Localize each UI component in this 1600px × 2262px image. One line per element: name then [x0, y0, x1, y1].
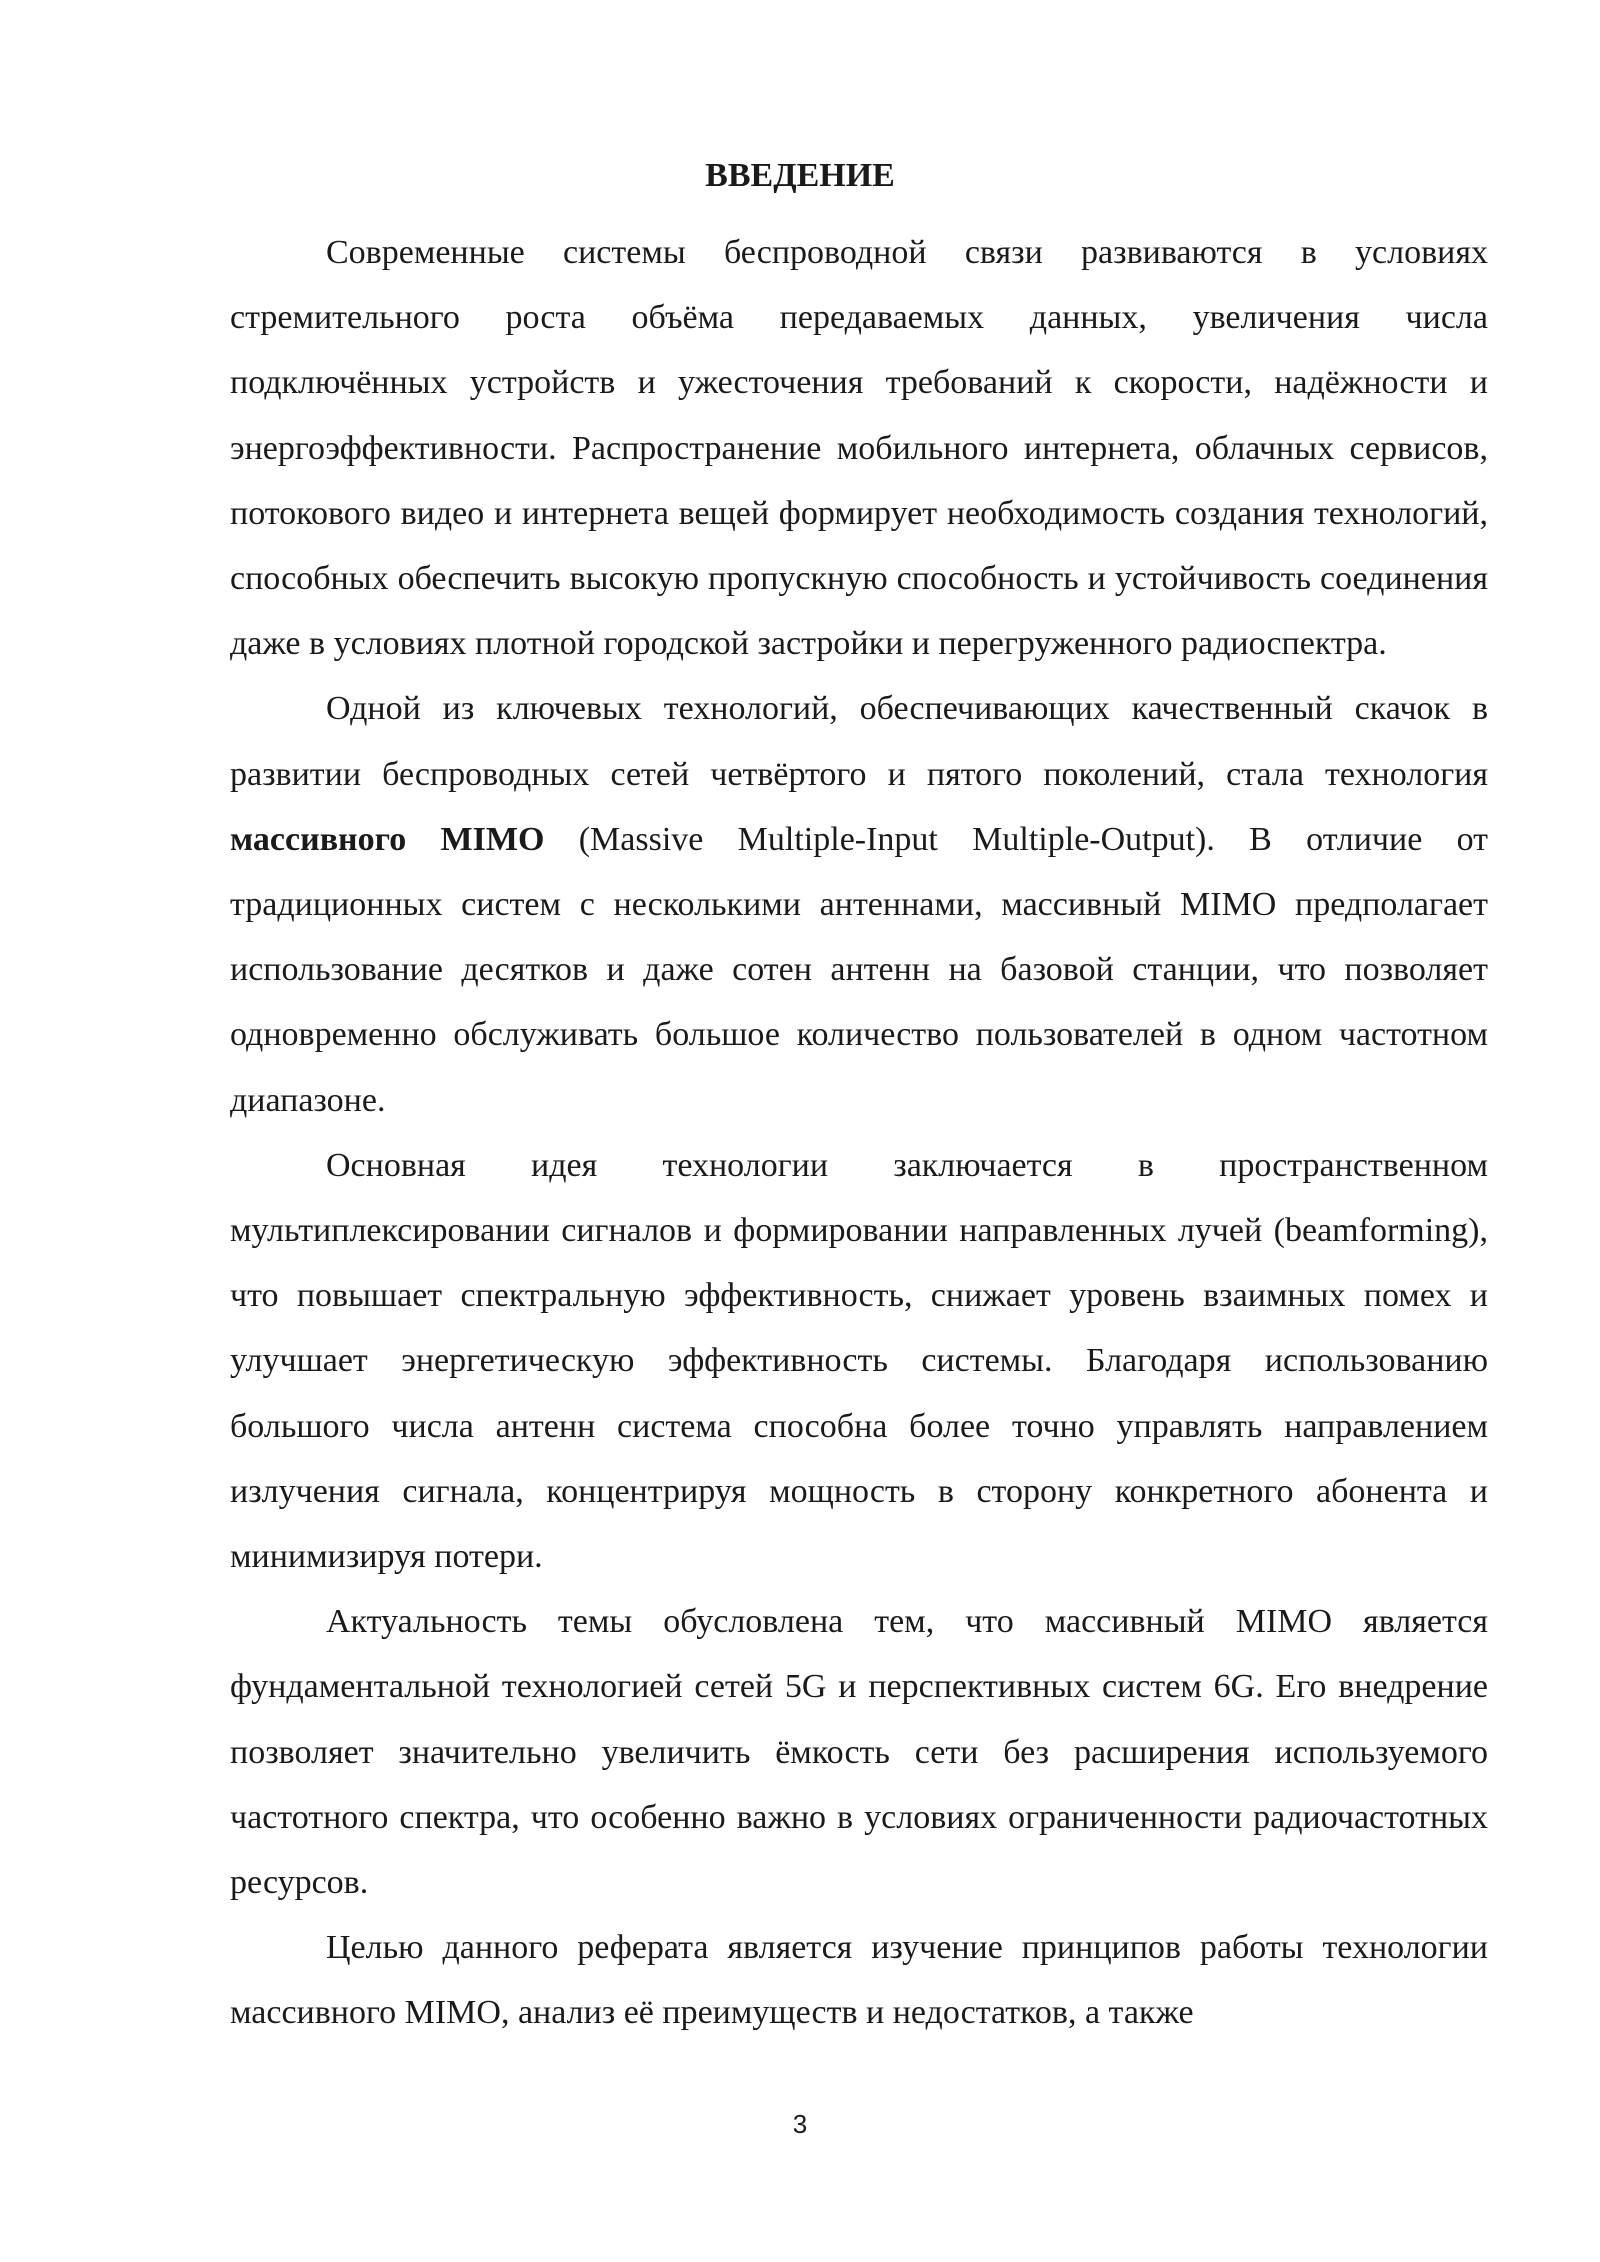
paragraph-2-bold-term: массивного MIMO — [230, 820, 545, 858]
paragraph-4-run-1: Актуальность темы обусловлена тем, что массивный MIMO является фундаментальной технологией сетей 5G и перспективных систем 6G. Его внедрение позволяет значительно увеличить ёмкость сети без расширения используемого частотного спектра, что особенно важно в условиях ограниченности радиочастотных ресурсов. — [230, 1603, 1488, 1902]
paragraph-3 — [230, 1133, 1488, 1589]
paragraph-2 — [230, 676, 1488, 1132]
paragraph-2-run-1: Одной из ключевых технологий, обеспечивающих качественный скачок в развитии беспроводных сетей четвёртого и пятого поколений, стала технология — [230, 690, 1488, 793]
body-text — [230, 220, 1488, 2046]
section-heading: ВВЕДЕНИЕ — [705, 157, 895, 194]
paragraph-1 — [230, 220, 1488, 676]
paragraph-3-run-1: Основная идея технологии заключается в пространственном мультиплексировании сигналов и формировании направленных лучей (beamforming), что повышает спектральную эффективность, снижает уровень взаимных помех и улучшает энергетическую эффективность системы. Благодаря использованию большого числа антенн система способна более точно управлять направлением излучения сигнала, концентрируя мощность в сторону конкретного абонента и минимизируя потери. — [230, 1146, 1488, 1576]
page-number: 3 — [792, 2109, 808, 2139]
paragraph-5 — [230, 1915, 1488, 2045]
paragraph-1-run-1: Современные системы беспроводной связи развиваются в условиях стремительного роста объёма передаваемых данных, увеличения числа подключённых устройств и ужесточения требований к скорости, надёжности и энергоэффективности. Распространение мобильного интернета, облачных сервисов, потокового видео и интернета вещей формирует необходимость создания технологий, способных обеспечить высокую пропускную способность и устойчивость соединения даже в условиях плотной городской застройки и перегруженного радиоспектра. — [230, 234, 1488, 663]
paragraph-4 — [230, 1589, 1488, 1915]
paragraph-2-run-3: (Massive Multiple-Input Multiple-Output). В отличие от традиционных систем с несколькими антеннами, массивный MIMO предполагает использование десятков и даже сотен антенн на базовой станции, что позволяет одновременно обслуживать большое количество пользователей в одном частотном диапазоне. — [230, 820, 1488, 1119]
paragraph-5-run-1: Целью данного реферата является изучение принципов работы технологии массивного MIMO, анализ её преимуществ и недостатков, а также — [230, 1929, 1488, 2032]
